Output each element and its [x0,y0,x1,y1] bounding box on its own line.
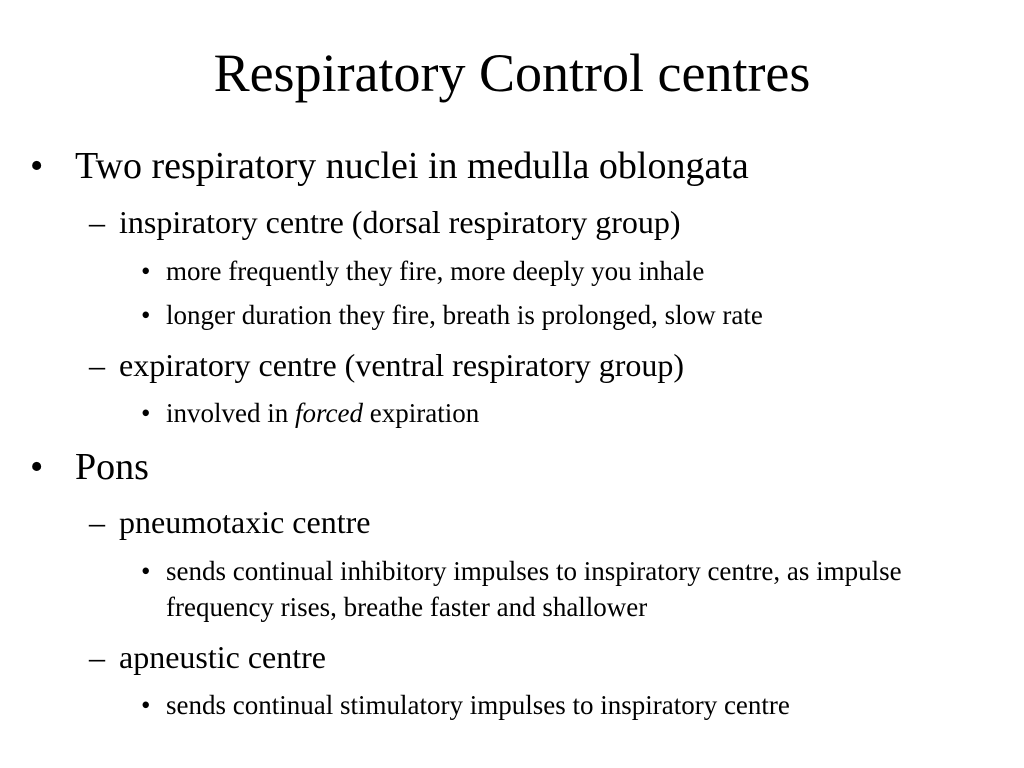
bullet-marker: • [30,446,44,488]
bullet-marker: • [141,398,151,428]
dash-marker: – [89,639,105,675]
bullet-marker: • [30,145,44,187]
bullet-text: apneustic centre [119,639,326,675]
bullet-text-before: involved in [166,398,295,428]
bullet-text: inspiratory centre (dorsal respiratory group) [119,204,681,240]
bullet-text: sends continual stimulatory impulses to inspiratory centre [166,690,790,720]
bullet-marker: • [141,256,151,286]
bullet-text: expiratory centre (ventral respiratory group) [119,347,685,383]
bullet-text: pneumotaxic centre [119,504,371,540]
bullet-marker: • [141,556,151,586]
bullet-text [166,395,479,431]
dash-marker: – [89,504,105,540]
dash-marker: – [89,347,105,383]
bullet-text: longer duration they fire, breath is prolonged, slow rate [166,300,763,330]
dash-marker: – [89,204,105,240]
bullet-marker: • [141,300,151,330]
emphasis-text: forced [295,398,363,428]
bullet-text: Two respiratory nuclei in medulla oblongata [75,145,749,187]
bullet-text: more frequently they fire, more deeply you inhale [166,256,705,286]
bullet-marker: • [141,690,151,720]
bullet-text-after: expiration [362,398,480,428]
bullet-text: Pons [75,446,149,488]
bullet-text: sends continual inhibitory impulses to inspiratory centre, as impulse frequency rises, breathe faster and shallower [166,556,902,622]
slide-title: Respiratory Control centres [213,43,811,103]
